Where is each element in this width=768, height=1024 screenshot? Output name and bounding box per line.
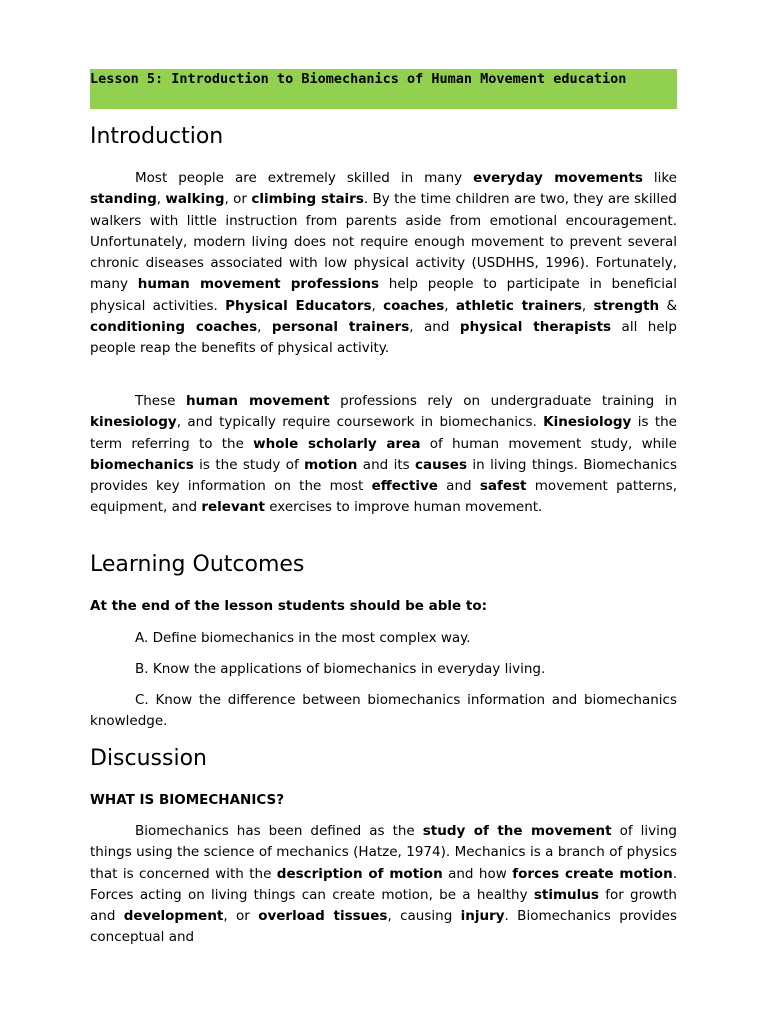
text-run: , and typically require coursework in biomechanics. (176, 414, 544, 431)
bold-term: description of motion (276, 865, 443, 882)
bold-term: effective (371, 478, 438, 495)
bold-term: walking (165, 191, 225, 208)
bold-term: conditioning coaches (90, 319, 258, 336)
text-run: help people to participate in beneficial physical activities. (90, 276, 677, 314)
text-run: is the study of (193, 456, 305, 473)
text-run: exercises to improve human movement. (264, 499, 543, 516)
text-run: all help people reap the benefits of physical activity. (90, 319, 677, 357)
outcome-c: C. Know the difference between biomechanics information and biomechanics knowledge. (90, 692, 677, 730)
text-run: , (444, 297, 456, 314)
bold-term: strength (593, 297, 660, 314)
text-run: and (437, 478, 480, 495)
learning-outcomes-heading: Learning Outcomes (90, 552, 305, 577)
bold-term: injury (460, 908, 505, 925)
bold-term: personal trainers (271, 319, 410, 336)
bold-term: kinesiology (90, 414, 177, 431)
bold-term: motion (304, 456, 358, 473)
text-run: professions rely on undergraduate training in (329, 393, 678, 409)
text-run: , (581, 297, 594, 314)
text-run: These (135, 393, 186, 409)
bold-term: standing (90, 191, 157, 208)
text-run: , causing (387, 908, 461, 925)
bold-term: study of the movement (422, 823, 612, 839)
bold-term: climbing stairs (251, 191, 364, 208)
bold-term: athletic trainers (455, 297, 582, 314)
text-run: Biomechanics has been defined as the (135, 823, 423, 839)
text-run: , or (223, 908, 259, 925)
bold-term: forces create motion (512, 865, 673, 882)
outcome-a: A. Define biomechanics in the most complex way. (135, 630, 471, 646)
text-run: . Forces acting on living things can create motion, be a healthy (90, 865, 677, 903)
bold-term: human movement (186, 393, 330, 409)
text-run: , (257, 319, 272, 336)
text-run: of living things using the science of mechanics (Hatze, 1974). Mechanics is a branch of physics that is concerned with the (90, 823, 677, 882)
bold-term: whole scholarly area (253, 435, 421, 452)
bold-term: biomechanics (90, 456, 194, 473)
text-run: . Biomechanics provides conceptual and (90, 908, 677, 946)
text-run: in living things. Biomechanics provides key information on the most (90, 456, 677, 495)
intro-paragraph-2 (90, 391, 677, 519)
text-run: . By the time children are two, they are skilled walkers with little instruction from parents aside from emotional encouragement. Unfortunately, modern living does not require enough movement to prevent several chronic diseases associated with low physical activity (USDHHS, 1996). Fortunately, many (90, 191, 677, 293)
discussion-subheading: WHAT IS BIOMECHANICS? (90, 792, 285, 808)
bold-term: human movement professions (137, 276, 379, 293)
text-run: , (156, 191, 166, 208)
text-run: , or (224, 191, 252, 208)
outcome-b: B. Know the applications of biomechanics in everyday living. (135, 661, 546, 677)
bold-term: relevant (201, 499, 265, 516)
discussion-heading: Discussion (90, 746, 207, 771)
discussion-paragraph-1 (90, 821, 677, 949)
text-run: , and (409, 319, 460, 336)
text-run: for growth and (90, 886, 677, 925)
text-run: movement patterns, equipment, and (90, 478, 677, 516)
bold-term: physical therapists (459, 319, 612, 336)
intro-paragraph-1 (90, 168, 677, 360)
bold-term: Kinesiology (543, 414, 632, 431)
bold-term: development (123, 908, 224, 925)
bold-term: everyday movements (473, 170, 643, 186)
bold-term: causes (415, 456, 467, 473)
introduction-heading: Introduction (90, 124, 224, 149)
text-run: Most people are extremely skilled in many (135, 170, 474, 186)
text-run: of human movement study, while (420, 435, 677, 452)
bold-term: coaches (383, 297, 445, 314)
text-run: & (659, 297, 677, 314)
lesson-banner: Lesson 5: Introduction to Biomechanics of Human Movement education (90, 69, 677, 109)
bold-term: Physical Educators (225, 297, 372, 314)
bold-term: safest (479, 478, 527, 495)
text-run: is the term referring to the (90, 414, 677, 452)
bold-term: stimulus (533, 886, 599, 903)
text-run: like (642, 170, 677, 186)
outcomes-intro: At the end of the lesson students should be able to: (90, 598, 488, 614)
text-run: and how (442, 865, 513, 882)
text-run: and its (357, 456, 416, 473)
text-run: , (371, 297, 384, 314)
bold-term: overload tissues (258, 908, 388, 925)
